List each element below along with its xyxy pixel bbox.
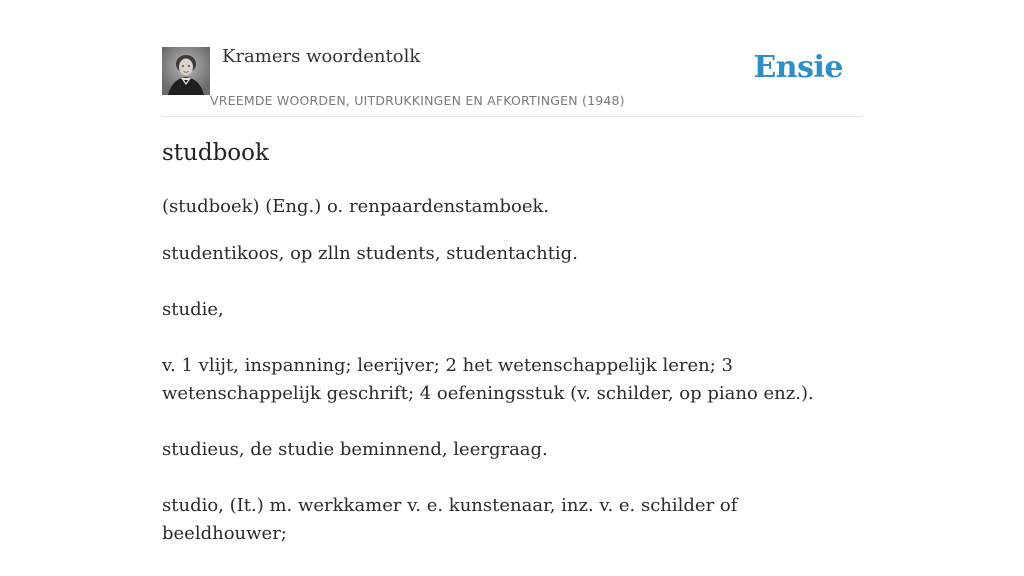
portrait-avatar-graphic — [162, 47, 210, 95]
site-header — [162, 0, 862, 117]
entry-content — [162, 193, 862, 576]
book-subtitle: VREEMDE WOORDEN, UITDRUKKINGEN EN AFKORTINGEN (1948) — [210, 93, 625, 108]
entry-definition: (studboek) (Eng.) o. renpaardenstamboek. — [162, 196, 550, 217]
page-container — [162, 0, 862, 544]
book-title[interactable]: Kramers woordentolk — [222, 46, 421, 67]
content-paragraph: studieus, de studie beminnend, leergraag. — [162, 439, 548, 460]
content-paragraph: studie, — [162, 299, 224, 320]
content-paragraph: v. 1 vlijt, inspanning; leerijver; 2 het wetenschappelijk leren; 3 wetenschappelijk geschrift; 4 oefeningsstuk (v. schilder, op piano enz.). — [162, 355, 814, 404]
ensie-logo-link[interactable]: Ensie — [753, 50, 843, 85]
portrait-avatar-icon[interactable] — [162, 47, 210, 95]
content-paragraph: studentikoos, op zlln students, studentachtig. — [162, 243, 578, 264]
entry-title: studbook — [162, 140, 269, 166]
content-paragraph: studio, (It.) m. werkkamer v. e. kunstenaar, inz. v. e. schilder of beeldhouwer; — [162, 495, 738, 544]
